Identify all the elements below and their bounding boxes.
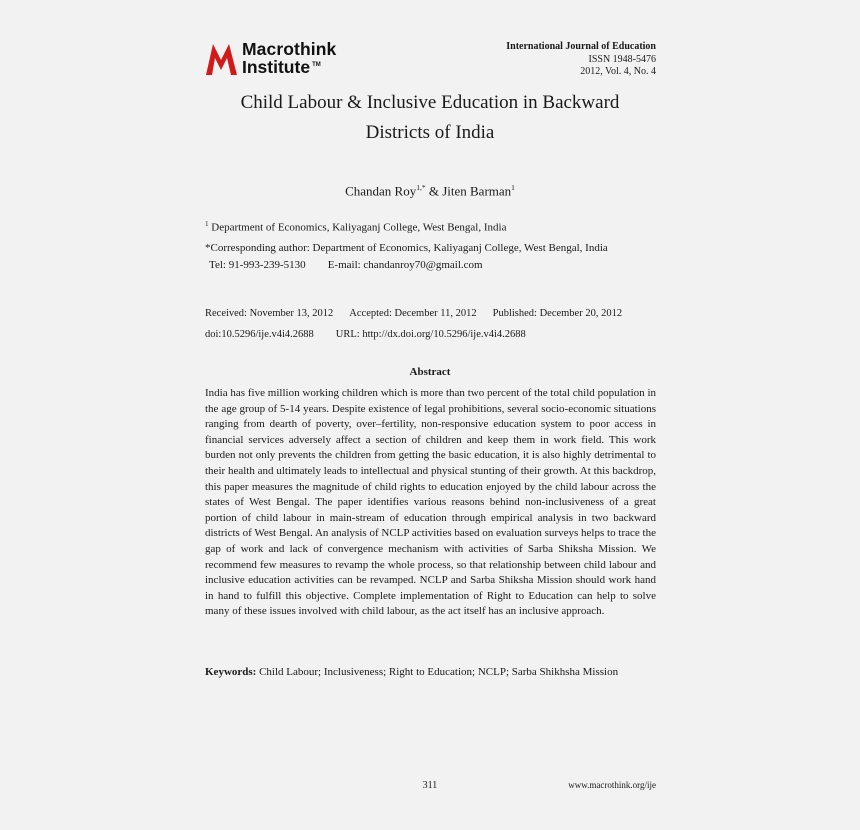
keywords-text: Child Labour; Inclusiveness; Right to Education; NCLP; Sarba Shikhsha Mission bbox=[256, 666, 619, 678]
doi-url[interactable]: URL: http://dx.doi.org/10.5296/ije.v4i4.2688 bbox=[335, 329, 526, 340]
affiliation-mark: 1 bbox=[205, 220, 209, 228]
keywords bbox=[205, 666, 618, 678]
paper-title-line1: Child Labour & Inclusive Education in Backward bbox=[240, 92, 620, 113]
corresponding-line: *Corresponding author: Department of Economics, Kaliyaganj College, West Bengal, India bbox=[205, 242, 608, 254]
affiliation bbox=[205, 216, 506, 237]
logo-tm: TM bbox=[312, 62, 321, 68]
doi: doi:10.5296/ije.v4i4.2688 bbox=[205, 329, 314, 340]
logo-line2: Institute bbox=[242, 56, 311, 77]
corresponding-author bbox=[205, 240, 608, 274]
accepted-date: Accepted: December 11, 2012 bbox=[349, 308, 477, 319]
received-date: Received: November 13, 2012 bbox=[205, 308, 334, 319]
journal-header bbox=[506, 41, 656, 79]
published-date: Published: December 20, 2012 bbox=[492, 308, 623, 319]
keywords-label: Keywords: bbox=[205, 666, 257, 678]
abstract-body: India has five million working children which is more than two percent of the total child population in the age group of 5-14 years. Despite existence of legal prohibitions, several socio-economic situations ranging from dearth of poverty, over–fertility, non-responsive education system to poor access in financial services adversely affect a section of children and keep them in work field. This work burden not only prevents the children from getting the basic education, it is also highly detrimental to their health and ultimately leads to intellectual and physical stunting of their growth. At this backdrop, this paper measures the magnitude of child rights to education enjoyed by the child labour across the states of West Bengal. The paper identifies various reasons behind non-inclusiveness of a great portion of child labour in main-stream of education through empirical analysis in two backward districts of West Bengal. An analysis of NCLP activities based on evaluation surveys helps to trace the gap of work and lack of convergence mechanism with activities of Sarba Shiksha Mission. We recommend few measures to revamp the whole process, so that relationship between child labour and inclusive education activities can be revamped. NCLP and Sarba Shiksha Mission should work hand in hand to fulfill this objective. Complete implementation of Right to Education can help to solve many of these issues involved with child labour, as the act itself has an inclusive approach. bbox=[205, 387, 656, 618]
macrothink-m-icon bbox=[205, 42, 239, 76]
author-list bbox=[205, 183, 655, 199]
abstract-heading: Abstract bbox=[409, 366, 451, 378]
affiliation-text: Department of Economics, Kaliyaganj College, West Bengal, India bbox=[208, 221, 507, 234]
logo-wordmark bbox=[242, 41, 336, 75]
journal-issn: ISSN 1948-5476 bbox=[588, 53, 656, 65]
publication-dates bbox=[205, 303, 622, 345]
corresponding-tel: Tel: 91-993-239-5130 bbox=[209, 259, 306, 271]
paper-title bbox=[205, 88, 655, 148]
footer-url[interactable]: www.macrothink.org/ije bbox=[568, 780, 656, 790]
corresponding-email: E-mail: chandanroy70@gmail.com bbox=[327, 259, 483, 271]
author-1-affil-mark: 1,* bbox=[416, 183, 426, 192]
journal-issue: 2012, Vol. 4, No. 4 bbox=[580, 66, 656, 77]
paper-title-line2: Districts of India bbox=[365, 122, 495, 143]
page-number: 311 bbox=[422, 780, 438, 791]
author-separator: & bbox=[425, 183, 443, 199]
journal-name: International Journal of Education bbox=[506, 41, 656, 52]
author-2-affil-mark: 1 bbox=[511, 183, 515, 192]
logo-line1: Macrothink bbox=[242, 39, 337, 59]
macrothink-logo bbox=[205, 41, 357, 77]
author-2: Jiten Barman bbox=[442, 183, 512, 199]
author-1: Chandan Roy bbox=[345, 183, 417, 199]
